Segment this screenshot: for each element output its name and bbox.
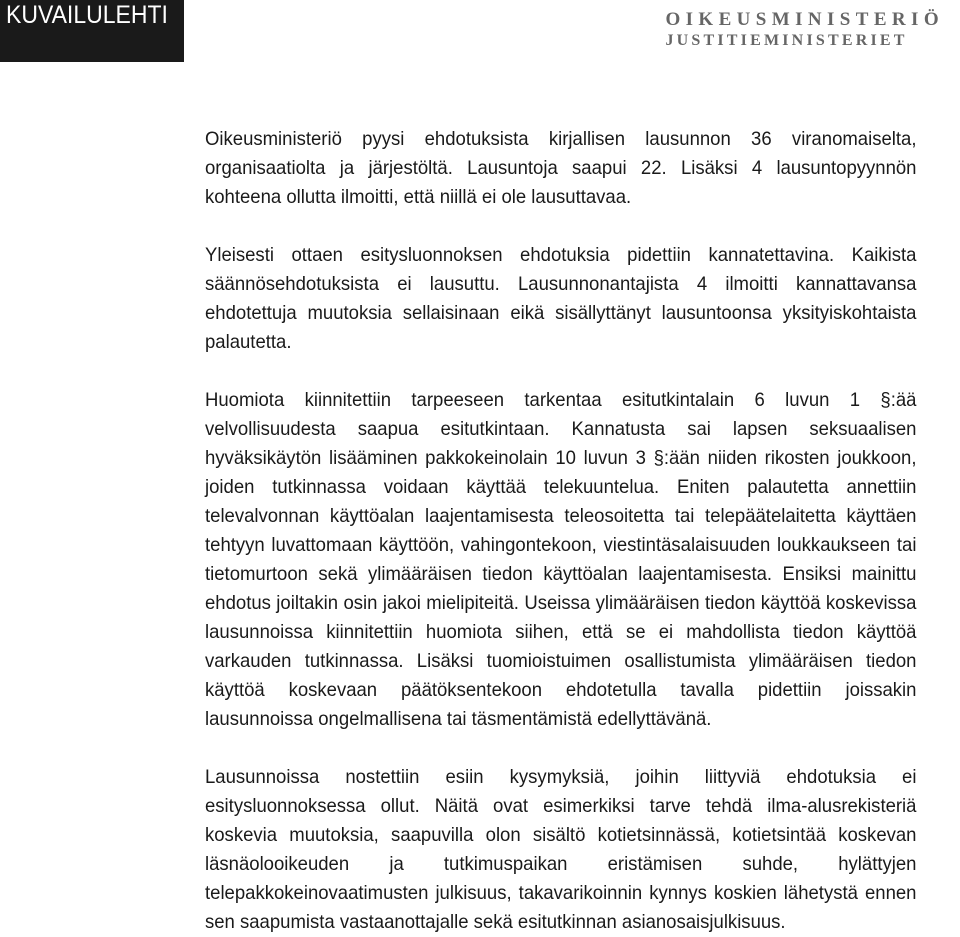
- paragraph-statements-requested: Oikeusministeriö pyysi ehdotuksista kirjallisen lausunnon 36 viranomaiselta, organisaatiolta ja järjestöltä. Lausuntoja saapui 22. Lisäksi 4 lausuntopyynnön kohteena ollutta ilmoitti, että niillä ei ole lausuttavaa.: [205, 128, 917, 208]
- publication-type-banner: [0, 0, 184, 62]
- paragraph-general-support: Yleisesti ottaen esitysluonnoksen ehdotuksia pidettiin kannatettavina. Kaikista säännösehdotuksista ei lausuttu. Lausunnonantajista 4 ilmoitti kannattavansa ehdotettuja muutoksia sellaisinaan eikä sisällyttänyt lausuntoonsa yksityiskohtaista palautetta.: [205, 244, 917, 353]
- paragraph-specific-feedback: Huomiota kiinnitettiin tarpeeseen tarkentaa esitutkintalain 6 luvun 1 §:ää velvollisuudesta saapua esitutkintaan. Kannatusta sai lapsen seksuaalisen hyväksikäytön lisääminen pakkokeinolain 10 luvun 3 §:ään niiden rikosten joukkoon, joiden tutkinnassa voidaan käyttää telekuuntelua. Eniten palautetta annettiin televalvonnan käyttöalan laajentamisesta teleosoitetta tai telepäätelaitetta käyttäen tehtyyn luvattomaan käyttöön, vahingontekoon, viestintäsalaisuuden loukkaukseen tai tietomurtoon sekä ylimääräisen tiedon käyttöalan laajentamisesta. Ensiksi mainittu ehdotus joiltakin osin jakoi mielipiteitä. Useissa ylimääräisen tiedon käyttöä koskevissa lausunnoissa kiinnitettiin huomiota siihen, että se ei mahdollista tiedon käyttöä varkauden tutkinnassa. Lisäksi tuomioistuimen osallistumista ylimääräisen tiedon käyttöä koskevaan päätöksentekoon ehdotetulla tavalla pidettiin joissakin lausunnoissa ongelmallisena tai täsmentämistä edellyttävänä.: [205, 389, 917, 730]
- paragraph-additional-questions: Lausunnoissa nostettiin esiin kysymyksiä, joihin liittyviä ehdotuksia ei esitysluonnoksessa ollut. Näitä ovat esimerkiksi tarve tehdä ilma-alusrekisteriä koskevia muutoksia, saapuvilla olon sisältö kotietsinnässä, kotietsintää koskevan läsnäolooikeuden ja tutkimuspaikan eristämisen suhde, hylättyjen telepakkokeinovaatimusten julkisuus, takavarikoinnin kynnys koskien lähetystä ennen sen saapumista vastaanottajalle sekä esitutkinnan asianosaisjulkisuus.: [205, 766, 917, 933]
- ministry-logo: [665, 8, 944, 52]
- publication-type-title: KUVAILULEHTI: [6, 1, 168, 29]
- document-body: [205, 125, 916, 937]
- ministry-name-swedish: JUSTITIEMINISTERIET: [665, 32, 908, 49]
- ministry-name-finnish: OIKEUSMINISTERIÖ: [665, 9, 944, 30]
